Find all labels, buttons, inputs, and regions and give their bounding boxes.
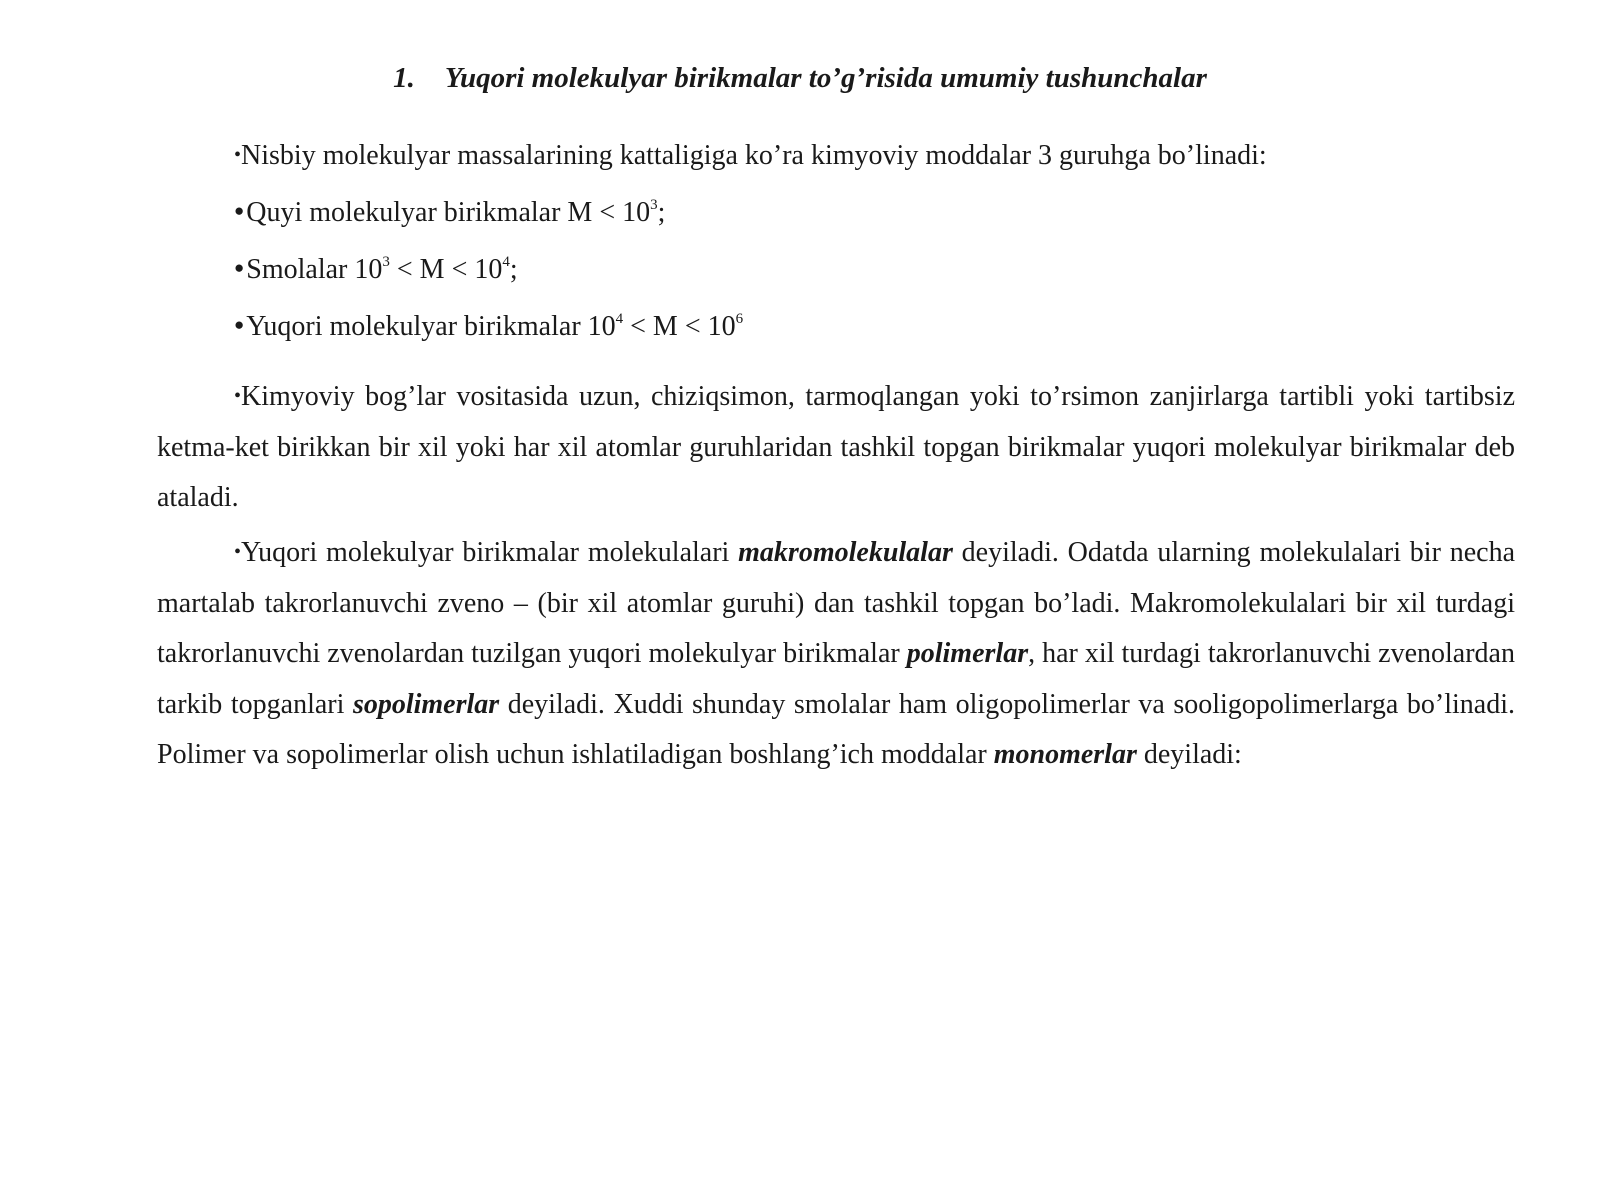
term-monomerlar: monomerlar [993,739,1137,770]
bullet-text: Smolalar 10 [246,254,383,285]
term-makromolekulalar: makromolekulalar [738,537,953,568]
bullet-resins [234,256,518,284]
paragraph-text: deyiladi: [1136,739,1242,770]
paragraph-text: deyiladi. Odatda ularning molekulalari bir necha martalab takrorlanuvchi zveno – (bir xil atomlar guruhi) dan tashkil topgan bo’ladi. Makromolekulalari bir xil turdagi takrorlanuvchi zvenolardan tuzilgan yuqori molekulyar birikmalar [157,537,1516,669]
section-title: Yuqori molekulyar birikmalar to’g’risida umumiy tushunchalar [444,62,1207,94]
exponent: 3 [382,254,390,270]
bullet-text: Quyi molekulyar birikmalar M < 10 [246,197,651,228]
bullet-icon: • [234,541,242,563]
term-sopolimerlar: sopolimerlar [352,688,500,720]
bullet-text: Yuqori molekulyar birikmalar 10 [246,311,616,342]
bullet-icon: • [234,385,242,407]
exponent: 6 [735,311,744,327]
bullet-intro [234,142,1267,170]
bullet-text-end: ; [509,254,518,285]
exponent: 4 [615,311,624,327]
bullet-low-molecular [234,199,665,227]
term-polimerlar: polimerlar [906,638,1029,669]
bullet-high-molecular [234,313,743,341]
bullet-intro-text: Nisbiy molekulyar massalarining kattaligiga ko’ra kimyoviy moddalar 3 guruhga bo’linadi: [241,140,1267,171]
bullet-text-mid: < M < 10 [389,254,503,285]
bullet-icon: ● [234,258,245,277]
bullet-icon: ● [234,315,245,334]
bullet-text-mid: < M < 10 [623,311,736,342]
exponent: 4 [502,254,510,270]
paragraph-text: Yuqori molekulyar birikmalar molekulalari [241,537,739,568]
paragraph-text: , har xil turdagi takrorlanuvchi zvenolardan tarkib topganlari [157,638,1515,720]
bullet-icon: • [234,144,242,166]
paragraph-text: deyiladi. Xuddi shunday smolalar ham oligopolimerlar va sooligopolimerlarga bo’linadi. Polimer va sopolimerlar olish uchun ishlatiladigan boshlang’ich moddalar [157,688,1515,770]
section-heading [0,62,1600,95]
paragraph-definition-text: Kimyoviy bog’lar vositasida uzun, chiziqsimon, tarmoqlangan yoki to’rsimon zanjirlarga tartibli yoki tartibsiz ketma-ket birikkan bir xil yoki har xil atomlar guruhlaridan tashkil topgan birikmalar yuqori molekulyar birikmalar deb ataladi. [157,381,1515,513]
paragraph-macromolecules [157,527,1515,781]
bullet-text-end: ; [657,197,666,228]
paragraph-definition [157,371,1515,524]
bullet-icon: ● [234,201,245,220]
exponent: 3 [650,197,658,213]
section-number: 1. [393,62,415,94]
